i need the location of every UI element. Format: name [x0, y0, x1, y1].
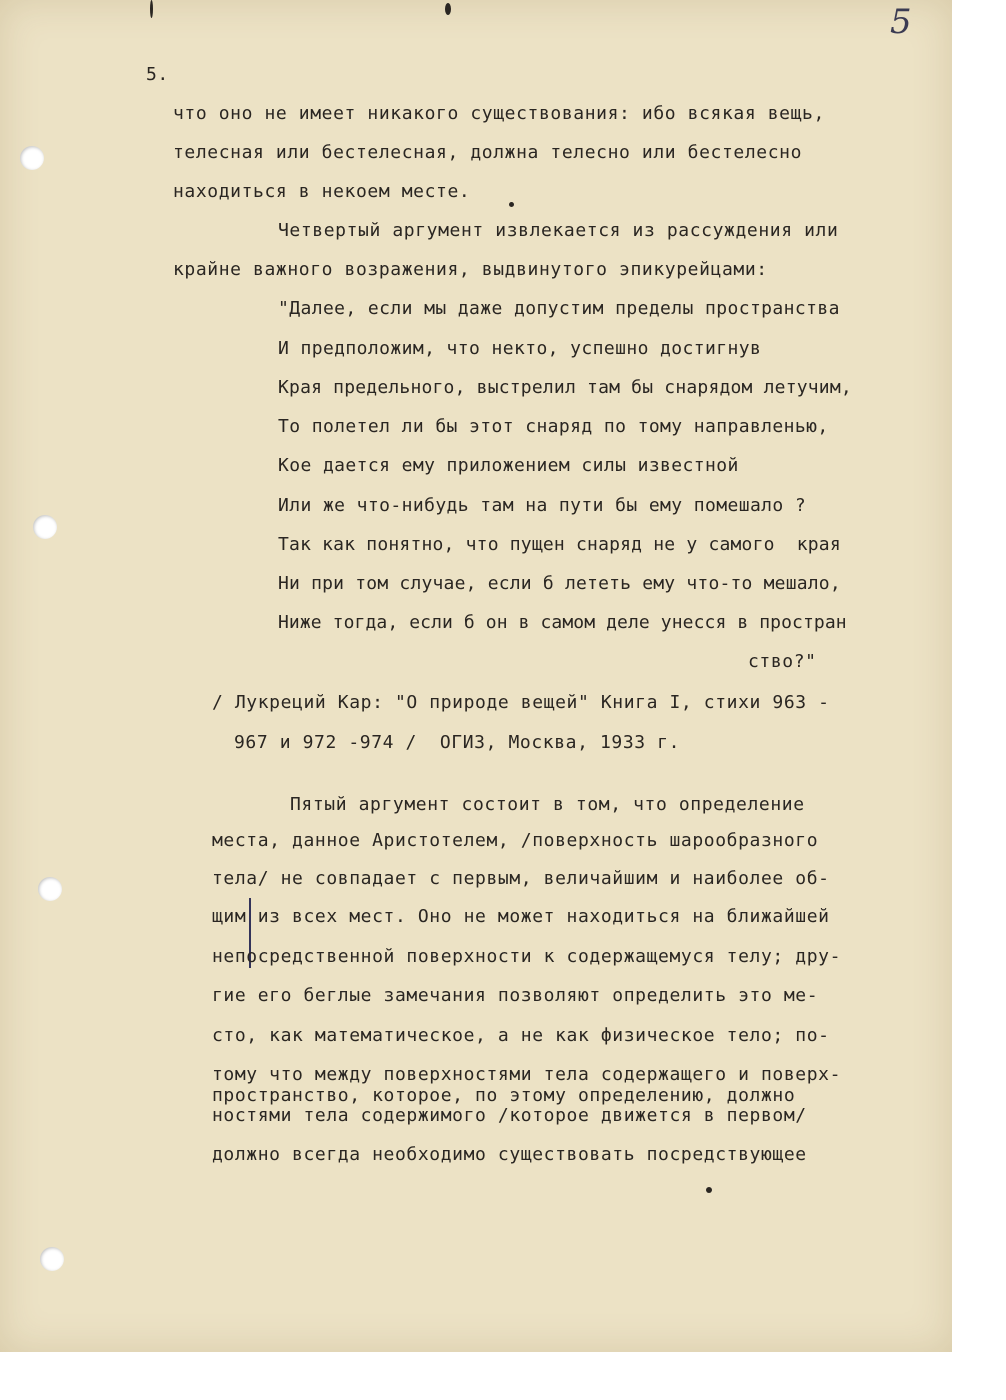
punch-hole-2 [33, 515, 57, 539]
handwritten-page-number: 5 [890, 2, 912, 42]
text-line: щим из всех мест. Оно не может находиться на ближайшей [212, 906, 830, 927]
text-line: сто, как математическое, а не как физическое тело; по- [212, 1025, 830, 1046]
punch-hole-1 [20, 146, 44, 170]
punch-hole-4 [40, 1247, 64, 1271]
poem-line: Края предельного, выстрелил там бы снарядом летучим, [278, 377, 852, 398]
poem-line: Ниже тогда, если б он в самом деле унесся в простран [278, 612, 847, 633]
text-line: Пятый аргумент состоит в том, что определение [290, 794, 805, 815]
poem-line: Так как понятно, что пущен снаряд не у самого края [278, 534, 841, 555]
ink-speck [445, 3, 451, 15]
text-line: пространство, которое, по этому определению, должно [212, 1085, 796, 1106]
poem-line: ство?" [748, 651, 817, 672]
ink-speck [706, 1187, 712, 1193]
typed-page-number: 5. [146, 64, 169, 85]
text-line: ностями тела содержимого /которое движется в первом/ [212, 1105, 807, 1126]
poem-line: И предположим, что некто, успешно достигнув [278, 338, 762, 359]
text-line: находиться в некоем месте. [173, 181, 471, 202]
text-line: что оно не имеет никакого существования: ибо всякая вещь, [173, 103, 825, 124]
text-line: должно всегда необходимо существовать посредствующее [212, 1144, 807, 1165]
text-line: непосредственной поверхности к содержащемуся телу; дру- [212, 946, 842, 967]
text-line: тела/ не совпадает с первым, величайшим и наиболее об- [212, 868, 830, 889]
poem-line: Или же что-нибудь там на пути бы ему помешало ? [278, 495, 807, 516]
poem-line: То полетел ли бы этот снаряд по тому направленью, [278, 416, 829, 437]
text-line: крайне важного возражения, выдвинутого эпикурейцами: [173, 259, 768, 280]
text-line: тому что между поверхностями тела содержащего и поверх- [212, 1064, 842, 1085]
citation-line: 967 и 972 -974 / ОГИЗ, Москва, 1933 г. [234, 732, 681, 753]
text-line: телесная или бестелесная, должна телесно или бестелесно [173, 142, 803, 163]
poem-line: Кое дается ему приложением силы известной [278, 455, 739, 476]
ink-speck [509, 202, 514, 207]
punch-hole-3 [38, 877, 62, 901]
citation-line: / Лукреций Кар: "О природе вещей" Книга I, стихи 963 - [212, 692, 830, 713]
text-line: гие его беглые замечания позволяют определить это ме- [212, 985, 819, 1006]
text-line: места, данное Аристотелем, /поверхность шарообразного [212, 830, 819, 851]
poem-line: "Далее, если мы даже допустим пределы пространства [278, 298, 840, 319]
text-line: Четвертый аргумент извлекается из рассуждения или [278, 220, 839, 241]
poem-line: Ни при том случае, если б лететь ему что-то мешало, [278, 573, 841, 594]
ink-speck [150, 0, 153, 18]
